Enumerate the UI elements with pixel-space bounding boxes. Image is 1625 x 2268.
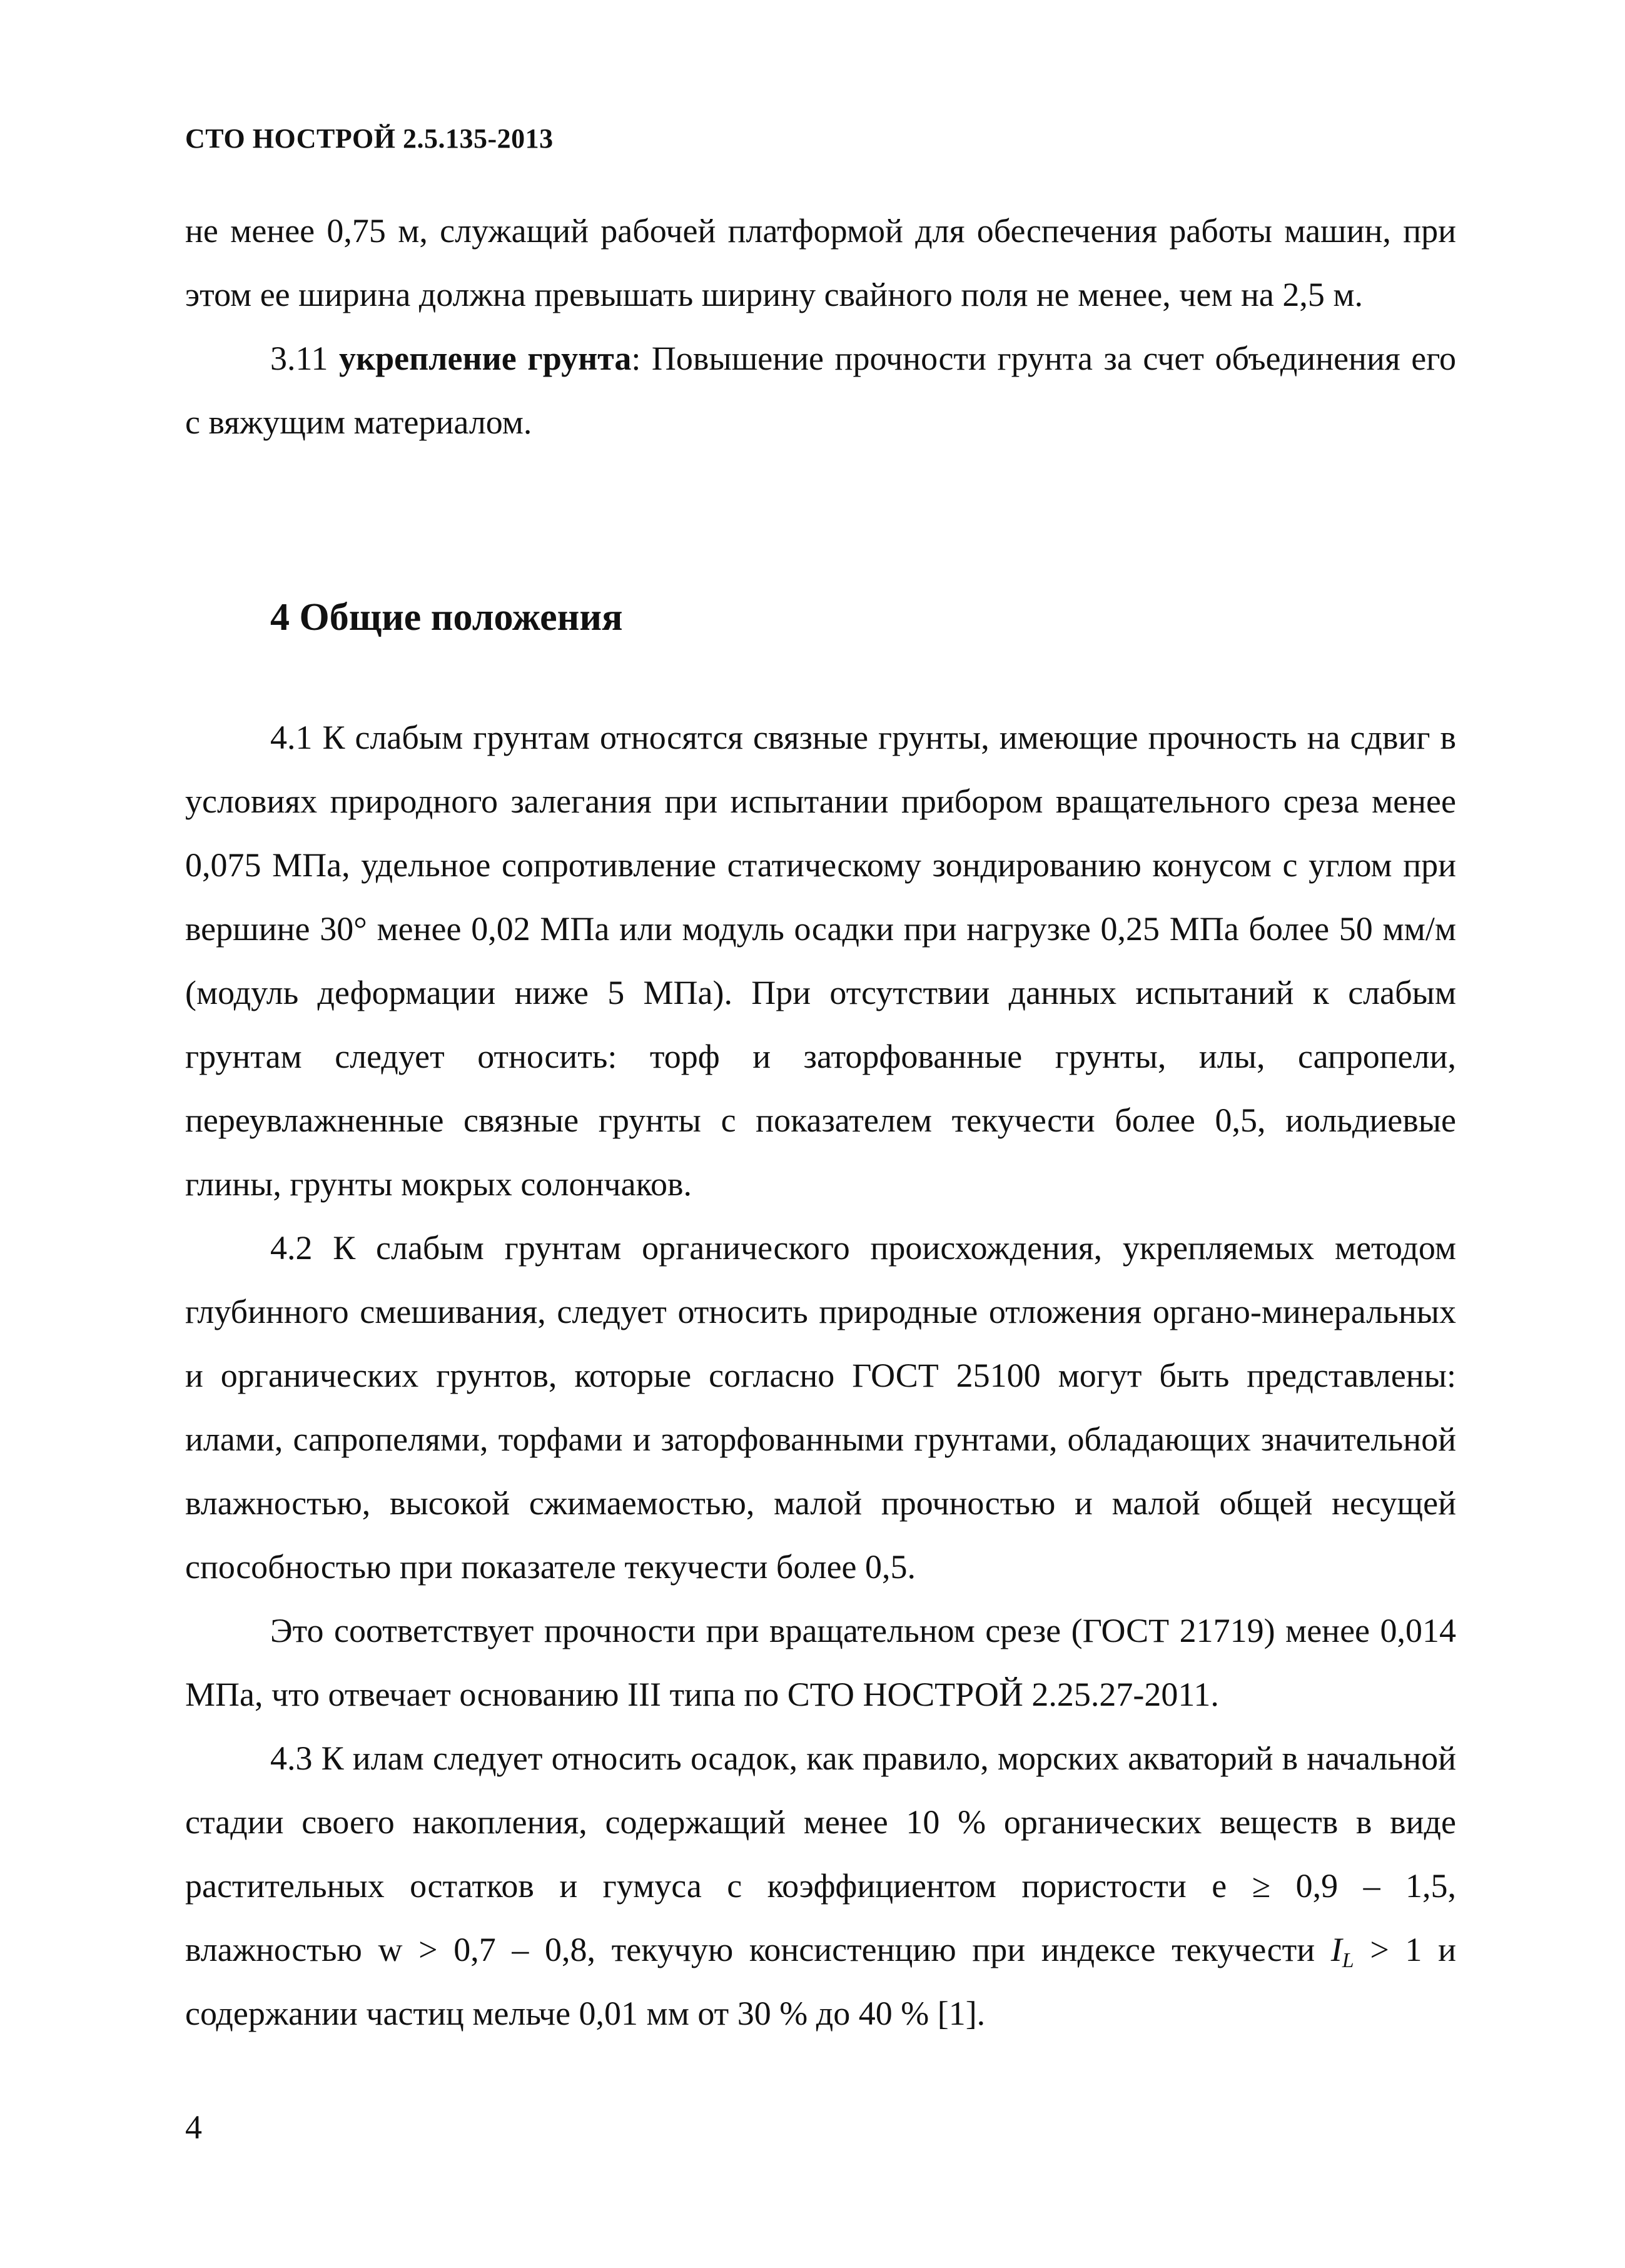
page-number: 4: [185, 2109, 202, 2146]
upper-text-block: [185, 199, 1456, 454]
paragraph-3-11-number: 3.11: [270, 340, 340, 377]
section-4-text-block: [185, 706, 1456, 2045]
paragraph-4-1: 4.1 К слабым грунтам относятся связные грунты, имеющие прочность на сдвиг в условиях природного залегания при испытании прибором вращательного среза менее 0,075 МПа, удельное сопротивление статическому зондированию конусом с углом при вершине 30° менее 0,02 МПа или модуль осадки при нагрузке 0,25 МПа более 50 мм/м (модуль деформации ниже 5 МПа). При отсутствии данных испытаний к слабым грунтам следует относить: торф и заторфованные грунты, илы, сапропели, переувлажненные связные грунты с показателем текучести более 0,5, иольдиевые глины, грунты мокрых солончаков.: [185, 719, 1456, 1203]
term-soil-strengthening: укрепление грунта: [339, 340, 632, 377]
paragraph-3-11: [185, 327, 1456, 454]
paragraph-4-2: 4.2 К слабым грунтам органического происхождения, укрепляемых методом глубинного смешивания, следует относить природные отложения органо-минеральных и органических грунтов, которые согласно ГОСТ 25100 могут быть представлены: илами, сапропелями, торфами и заторфованными грунтами, обладающих значительной влажностью, высокой сжимаемостью, малой прочностью и малой общей несущей способностью при показателе текучести более 0,5.: [185, 1229, 1456, 1586]
continuation-paragraph: не менее 0,75 м, служащий рабочей платформой для обеспечения работы машин, при этом ее ширина должна превышать ширину свайного поля не менее, чем на 2,5 м.: [185, 212, 1456, 313]
paragraph-4-3: [185, 1726, 1456, 2045]
liquidity-index-symbol: $I_L$: [1330, 1931, 1354, 1972]
section-heading: 4 Общие положения: [270, 596, 623, 639]
document-header-title: СТО НОСТРОЙ 2.5.135-2013: [185, 123, 554, 154]
paragraph-4-2-continuation: Это соответствует прочности при вращательном срезе (ГОСТ 21719) менее 0,014 МПа, что отвечает основанию III типа по СТО НОСТРОЙ 2.25.27-2011.: [185, 1612, 1456, 1713]
paragraph-4-3-text-end: > 1 и содержании частиц мельче 0,01 мм от 30 % до 40 % [1].: [185, 1931, 1456, 2032]
paragraph-4-3-text-start: 4.3 К илам следует относить осадок, как правило, морских акваторий в начальной стадии своего накопления, содержащий менее 10 % органических веществ в виде растительных остатков и гумуса с коэффициентом пористости e ≥ 0,9 – 1,5, влажностью w > 0,7 – 0,8, текучую консистенцию при индексе текучести: [185, 1739, 1456, 1968]
paragraph-3-11-definition: : Повышение прочности грунта за счет объединения его с вяжущим материалом.: [185, 340, 1456, 441]
